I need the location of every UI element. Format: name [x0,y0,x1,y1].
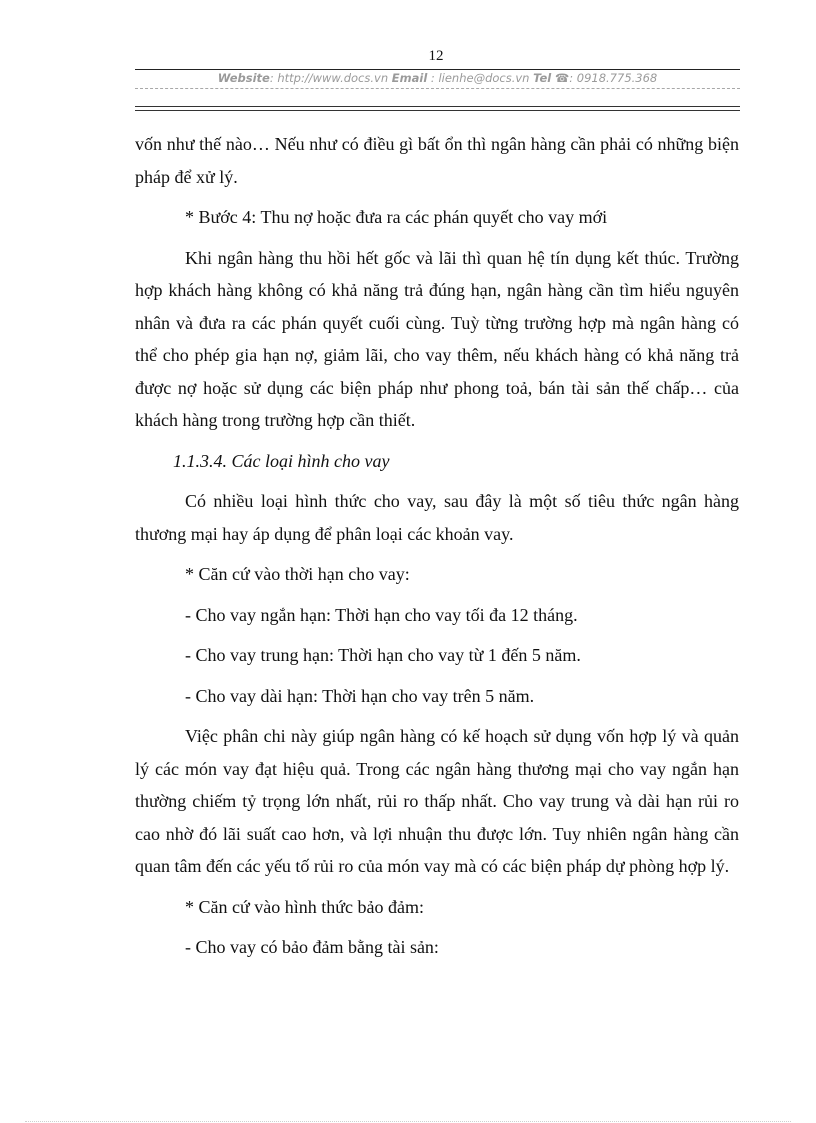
list-item-short-term: - Cho vay ngắn hạn: Thời hạn cho vay tối đa 12 tháng. [185,604,578,625]
section-heading: 1.1.3.4. Các loại hình cho vay [173,450,390,471]
paragraph-continuation: vốn như thế nào… Nếu như có điều gì bất ổn thì ngân hàng cần phải có những biện pháp để xử lý. [135,134,739,187]
email-label: Email [391,71,428,85]
email-value: : lienhe@docs.vn [430,71,530,85]
paragraph-by-term: * Căn cứ vào thời hạn cho vay: [185,564,410,584]
header-double-rule-bottom [135,110,740,111]
header-double-rule-top [135,106,740,107]
list-item-long-term: - Cho vay dài hạn: Thời hạn cho vay trên 5 năm. [185,685,535,706]
website-value: : http://www.docs.vn [269,71,389,85]
phone-icon: ☎ [554,71,570,85]
page-number: 12 [428,48,444,64]
list-item-medium-term: - Cho vay trung hạn: Thời hạn cho vay từ 1 đến 5 năm. [185,645,581,665]
footer-dotted-rule [25,1121,791,1122]
document-body [135,128,739,972]
tel-label: Tel [533,71,552,85]
header-dashed-rule [135,88,740,89]
header-contact-line [135,71,740,85]
paragraph-loan-types-intro: Có nhiều loại hình thức cho vay, sau đây là một số tiêu thức ngân hàng thương mại hay áp dụng để phân loại các khoản vay. [135,491,739,544]
paragraph-step-4: * Bước 4: Thu nợ hoặc đưa ra các phán quyết cho vay mới [185,207,608,227]
paragraph-classification-benefit: Việc phân chi này giúp ngân hàng có kế hoạch sử dụng vốn hợp lý và quản lý các món vay đạt hiệu quả. Trong các ngân hàng thương mại cho vay ngắn hạn thường chiếm tỷ trọng lớn nhất, rủi ro thấp nhất. Cho vay trung và dài hạn rủi ro cao nhờ đó lãi suất cao hơn, và lợi nhuận thu được lớn. Tuy nhiên ngân hàng cần quan tâm đến các yếu tố rủi ro của món vay mà có các biện pháp dự phòng hợp lý. [135,726,739,876]
paragraph-debt-recovery: Khi ngân hàng thu hồi hết gốc và lãi thì quan hệ tín dụng kết thúc. Trường hợp khách hàng không có khả năng trả đúng hạn, ngân hàng cần tìm hiểu nguyên nhân và đưa ra các phán quyết cuối cùng. Tuỳ từng trường hợp mà ngân hàng có thể cho phép gia hạn nợ, giảm lãi, cho vay thêm, nếu khách hàng có khả năng trả được nợ hoặc sử dụng các biện pháp như phong toả, bán tài sản thế chấp… của khách hàng trong trường hợp cần thiết. [135,247,739,430]
list-item-secured-loan: - Cho vay có bảo đảm bằng tài sản: [185,937,439,957]
tel-value: : 0918.775.368 [569,71,658,85]
website-label: Website [217,71,270,85]
header-top-rule [135,69,740,70]
paragraph-by-collateral: * Căn cứ vào hình thức bảo đảm: [185,896,424,917]
